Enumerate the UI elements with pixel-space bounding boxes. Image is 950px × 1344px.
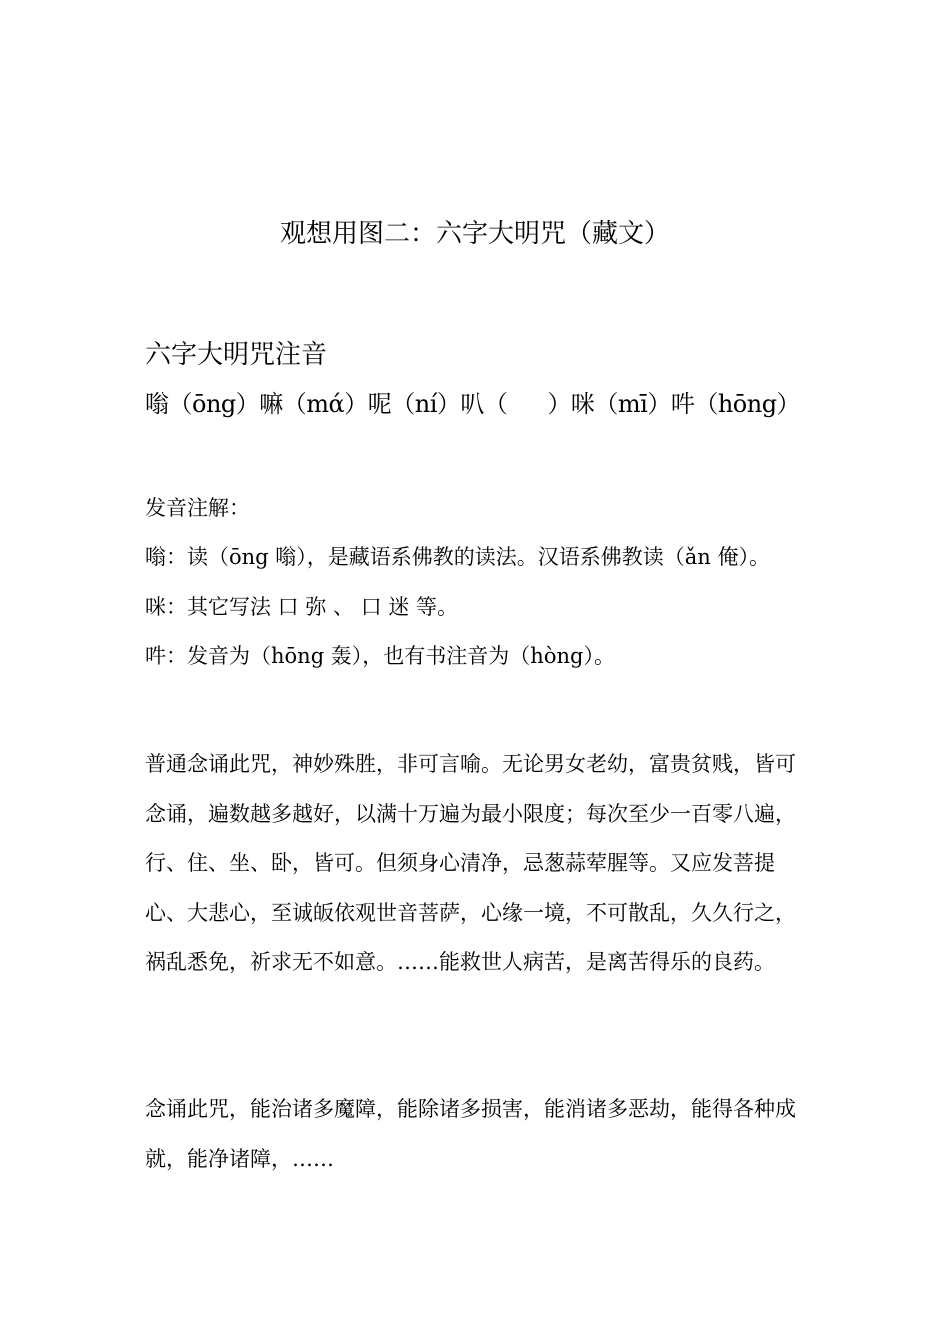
note-line: 嗡：读（ōng 嗡），是藏语系佛教的读法。汉语系佛教读（ǎn 俺）。 xyxy=(145,545,771,569)
page-title: 观想用图二：六字大明咒（藏文） xyxy=(279,219,670,249)
note-line: 咪：其它写法 口 弥 、 口 迷 等。 xyxy=(145,595,459,619)
mantra-syllable: 吽（hōng） xyxy=(670,390,801,418)
mantra-syllable: 呢（ní） xyxy=(367,390,461,418)
paragraph: 念诵此咒，能治诸多魔障，能除诸多损害，能消诸多恶劫，能得各种成就，能净诸障，…… xyxy=(145,1097,796,1171)
section-heading: 六字大明咒注音 xyxy=(145,340,328,370)
mantra-syllable: ）咪（mī） xyxy=(547,390,671,418)
notes-heading: 发音注解： xyxy=(145,496,250,520)
mantra-syllable: 叭（ xyxy=(460,390,508,418)
note-line: 吽：发音为（hōng 轰），也有书注音为（hòng）。 xyxy=(145,644,615,668)
mantra-syllable: 嘛（mά） xyxy=(259,390,368,418)
mantra-syllable: 嗡（ōng） xyxy=(145,390,260,418)
mantra-line xyxy=(145,386,815,422)
paragraph: 普通念诵此咒，神妙殊胜，非可言喻。无论男女老幼，富贵贫贱，皆可念诵，遍数越多越好，以满十万遍为最小限度；每次至少一百零八遍，行、住、坐、卧，皆可。但须身心清净，忌葱蒜荤腥等。又应发菩提心、大悲心，至诚皈依观世音菩萨，心缘一境，不可散乱，久久行之，祸乱悉免，祈求无不如意。……能救世人病苦，是离苦得乐的良药。 xyxy=(145,752,796,974)
